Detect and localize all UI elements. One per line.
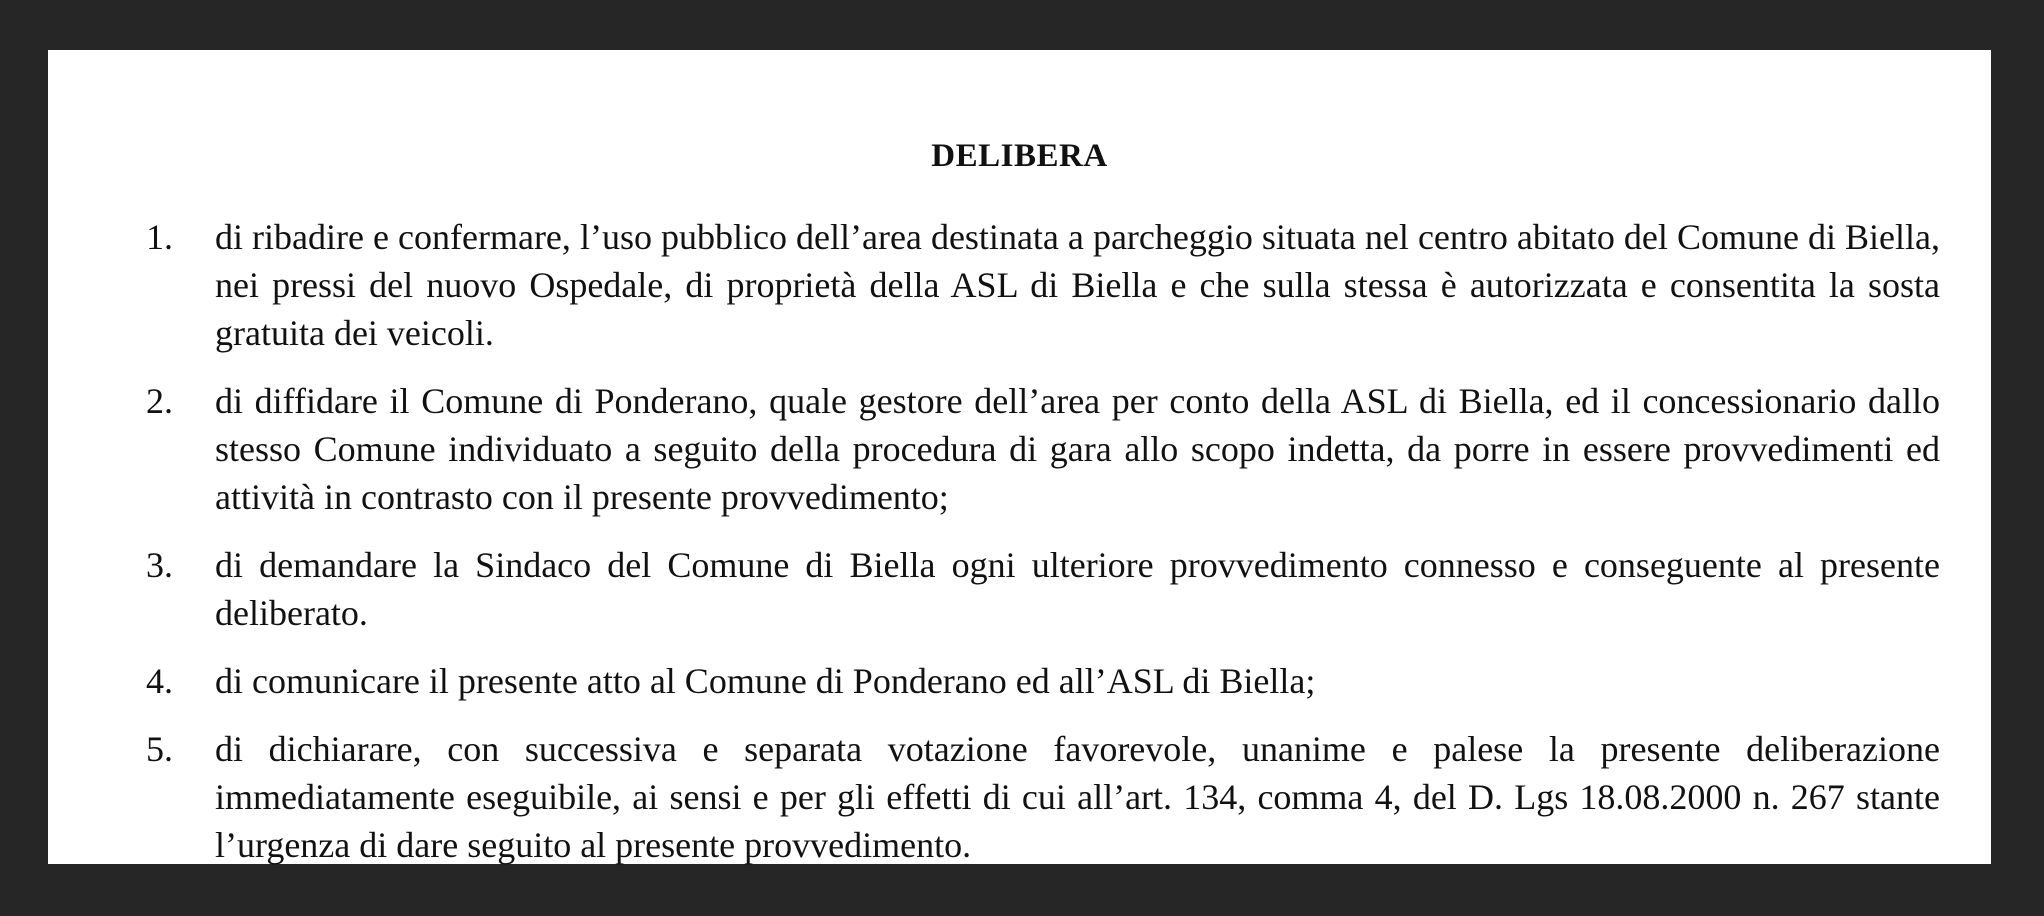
- item-text: di demandare la Sindaco del Comune di Biella ogni ulteriore provvedimento connesso e conseguente al presente deliberato.: [215, 545, 1940, 633]
- item-number: 5.: [146, 729, 173, 769]
- item-number: 4.: [146, 661, 173, 701]
- list-item: [48, 657, 1991, 705]
- item-number: 1.: [146, 217, 173, 257]
- item-text: di comunicare il presente atto al Comune di Ponderano ed all’ASL di Biella;: [215, 661, 1316, 701]
- document-page: [48, 50, 1991, 864]
- list-item: [48, 725, 1991, 869]
- list-item: [48, 541, 1991, 637]
- item-number: 2.: [146, 381, 173, 421]
- item-number: 3.: [146, 545, 173, 585]
- resolution-list: [48, 213, 1991, 889]
- item-text: di diffidare il Comune di Ponderano, quale gestore dell’area per conto della ASL di Biella, ed il concessionario dallo stesso Comune individuato a seguito della procedura di gara allo scopo indetta, da porre in essere provvedimenti ed attività in contrasto con il presente provvedimento;: [215, 381, 1940, 517]
- document-title: DELIBERA: [931, 138, 1108, 174]
- item-text: di ribadire e confermare, l’uso pubblico dell’area destinata a parcheggio situata nel centro abitato del Comune di Biella, nei pressi del nuovo Ospedale, di proprietà della ASL di Biella e che sulla stessa è autorizzata e consentita la sosta gratuita dei veicoli.: [215, 217, 1940, 353]
- list-item: [48, 377, 1991, 521]
- item-text: di dichiarare, con successiva e separata votazione favorevole, unanime e palese la presente deliberazione immediatamente eseguibile, ai sensi e per gli effetti di cui all’art. 134, comma 4, del D. Lgs 18.08.2000 n. 267 stante l’urgenza di dare seguito al presente provvedimento.: [215, 729, 1940, 865]
- list-item: [48, 213, 1991, 357]
